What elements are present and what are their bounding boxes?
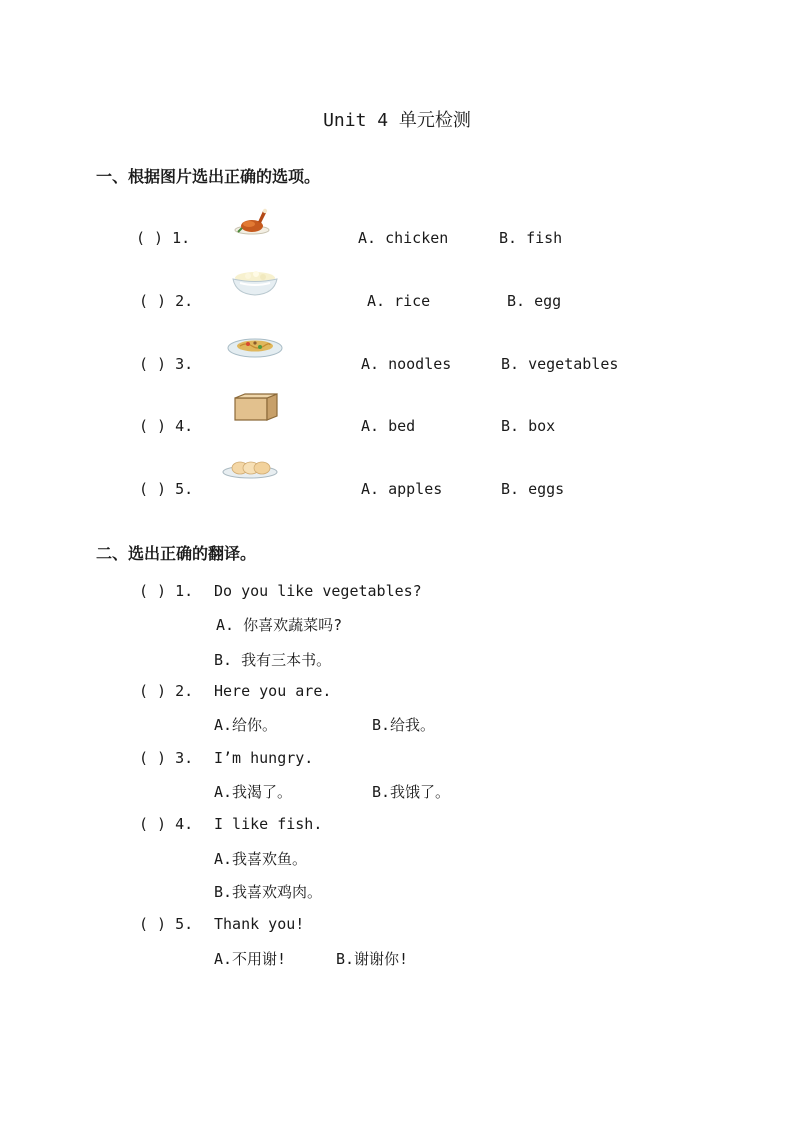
s1-q4-option-b: B. box <box>501 417 556 435</box>
s2-q4-option-a: A.我喜欢鱼。 <box>214 850 308 868</box>
s2-q4-question: I like fish. <box>214 815 323 833</box>
s2-q5-option-a: A.不用谢! <box>214 950 287 968</box>
s1-q1-number: ( ) 1. <box>136 229 191 247</box>
s1-q4-option-a: A. bed <box>361 417 416 435</box>
box-icon <box>233 392 279 422</box>
s1-q2-option-b: B. egg <box>507 292 562 310</box>
noodles-plate-icon <box>226 334 284 360</box>
page-title: Unit 4 单元检测 <box>323 110 471 131</box>
s1-q1-option-a: A. chicken <box>358 229 449 247</box>
s2-q3-option-b: B.我饿了。 <box>372 783 451 801</box>
s2-q3-option-a: A.我渴了。 <box>214 783 293 801</box>
s1-q3-number: ( ) 3. <box>139 355 194 373</box>
s1-q5-option-a: A. apples <box>361 480 443 498</box>
s2-q5-question: Thank you! <box>214 915 305 933</box>
s2-q2-option-a: A.给你。 <box>214 716 278 734</box>
s2-q3-question: I’m hungry. <box>214 749 314 767</box>
s1-q5-number: ( ) 5. <box>139 480 194 498</box>
s2-q4-number: ( ) 4. <box>139 815 194 833</box>
s2-q3-number: ( ) 3. <box>139 749 194 767</box>
s2-q5-number: ( ) 5. <box>139 915 194 933</box>
s1-q5-option-b: B. eggs <box>501 480 565 498</box>
s2-q5-option-b: B.谢谢你! <box>336 950 409 968</box>
section-1-heading: 一、根据图片选出正确的选项。 <box>96 167 321 186</box>
s2-q2-option-b: B.给我。 <box>372 716 436 734</box>
s2-q1-option-b: B. 我有三本书。 <box>214 651 332 669</box>
s1-q2-number: ( ) 2. <box>139 292 194 310</box>
roast-chicken-icon <box>232 206 272 236</box>
s1-q3-option-b: B. vegetables <box>501 355 619 373</box>
s2-q1-option-a: A. 你喜欢蔬菜吗? <box>216 616 343 634</box>
s1-q2-option-a: A. rice <box>367 292 431 310</box>
section-2-heading: 二、选出正确的翻译。 <box>96 544 257 563</box>
s1-q1-option-b: B. fish <box>499 229 563 247</box>
s1-q4-number: ( ) 4. <box>139 417 194 435</box>
rice-bowl-icon <box>230 268 280 298</box>
s2-q2-question: Here you are. <box>214 682 332 700</box>
s2-q4-option-b: B.我喜欢鸡肉。 <box>214 883 323 901</box>
s2-q1-question: Do you like vegetables? <box>214 582 422 600</box>
s2-q1-number: ( ) 1. <box>139 582 194 600</box>
eggs-plate-icon <box>221 456 279 480</box>
s2-q2-number: ( ) 2. <box>139 682 194 700</box>
s1-q3-option-a: A. noodles <box>361 355 452 373</box>
